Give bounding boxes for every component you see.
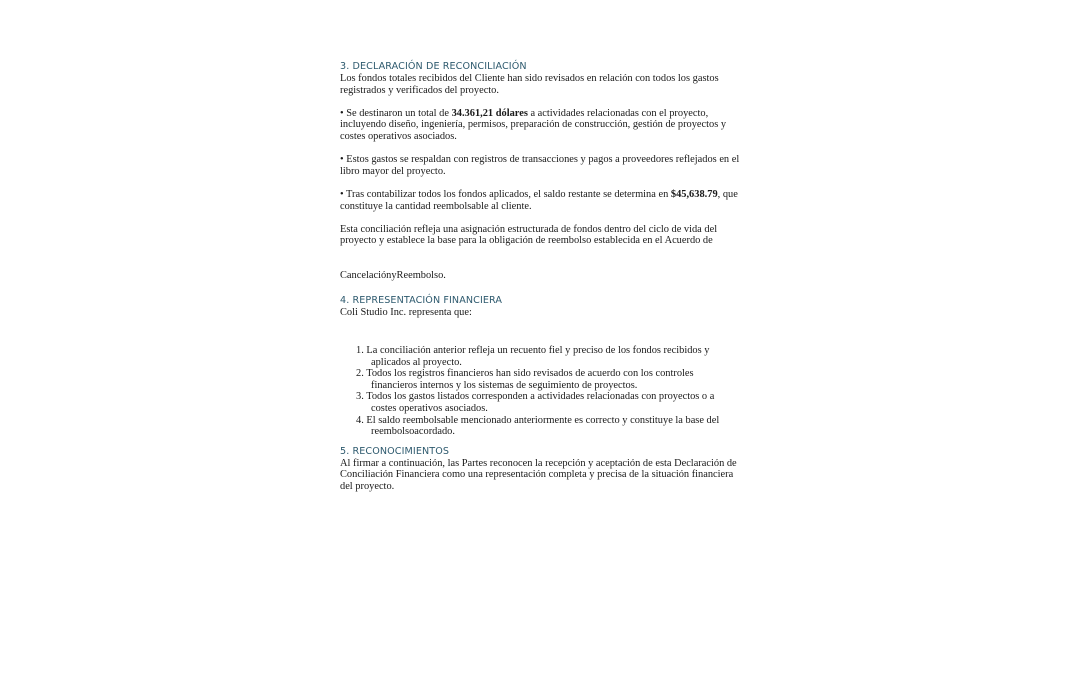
list-item	[340, 345, 740, 368]
document-page	[340, 61, 740, 493]
allocated-amount: 34.361,21 dólares	[451, 107, 528, 119]
bullet-text: , que constituye la cantidad reembolsable al cliente.	[340, 188, 738, 212]
section-3-closing-tail: CancelaciónyReembolso.	[340, 269, 446, 281]
list-item-text: financieros internos y los sistemas de seguimiento de proyectos.	[371, 379, 638, 391]
section-3-heading: 3. DECLARACIÓN DE RECONCILIACIÓN	[340, 61, 527, 72]
list-item-text: 4. El saldo reembolsable mencionado anteriormente es correcto y constituye la base del	[356, 414, 720, 426]
list-item	[340, 415, 740, 438]
list-item-text: 1. La conciliación anterior refleja un recuento fiel y preciso de los fondos recibidos y	[356, 345, 710, 357]
list-item-text: costes operativos asociados.	[371, 403, 488, 415]
bullet-text: • Se destinaron un total de	[340, 107, 452, 119]
list-item	[340, 391, 740, 414]
list-item-text: aplicados al proyecto.	[371, 356, 462, 368]
bullet-funds-allocated	[340, 108, 740, 143]
list-item	[340, 368, 740, 391]
list-item-text: reembolsoacordado.	[371, 426, 455, 438]
section-3-intro: Los fondos totales recibidos del Cliente han sido revisados en relación con todos los gastos registrados y verificados del proyecto.	[340, 73, 719, 96]
bullet-text: • Tras contabilizar todos los fondos aplicados, el saldo restante se determina en	[340, 188, 671, 200]
bullet-remaining-balance	[340, 189, 740, 212]
section-3-closing: Esta conciliación refleja una asignación estructurada de fondos dentro del ciclo de vida del proyecto y establece la base para la obligación de reembolso establecida en el Acuerdo de	[340, 223, 718, 247]
section-5-heading: 5. RECONOCIMIENTOS	[340, 445, 450, 457]
section-5-body: Al firmar a continuación, las Partes reconocen la recepción y aceptación de esta Declaración de Conciliación Financiera como una representación completa y precisa de la situación financiera del proyecto.	[340, 457, 737, 493]
bullet-text: a actividades relacionadas con el proyecto, incluyendo diseño, ingeniería, permisos, preparación de construcción, gestión de proyectos y costes operativos asociados.	[340, 107, 727, 142]
section-4-intro: Coli Studio Inc. representa que:	[340, 306, 472, 318]
list-item-text: 3. Todos los gastos listados corresponden a actividades relacionadas con proyectos o a	[356, 391, 715, 403]
refundable-amount: $45,638.79	[670, 188, 718, 200]
representation-list	[340, 345, 740, 438]
section-4-heading: 4. REPRESENTACIÓN FINANCIERA	[340, 294, 503, 306]
list-item-text: 2. Todos los registros financieros han sido revisados de acuerdo con los controles	[356, 368, 694, 380]
bullet-records: • Estos gastos se respaldan con registros de transacciones y pagos a proveedores reflejados en el libro mayor del proyecto.	[340, 154, 740, 177]
